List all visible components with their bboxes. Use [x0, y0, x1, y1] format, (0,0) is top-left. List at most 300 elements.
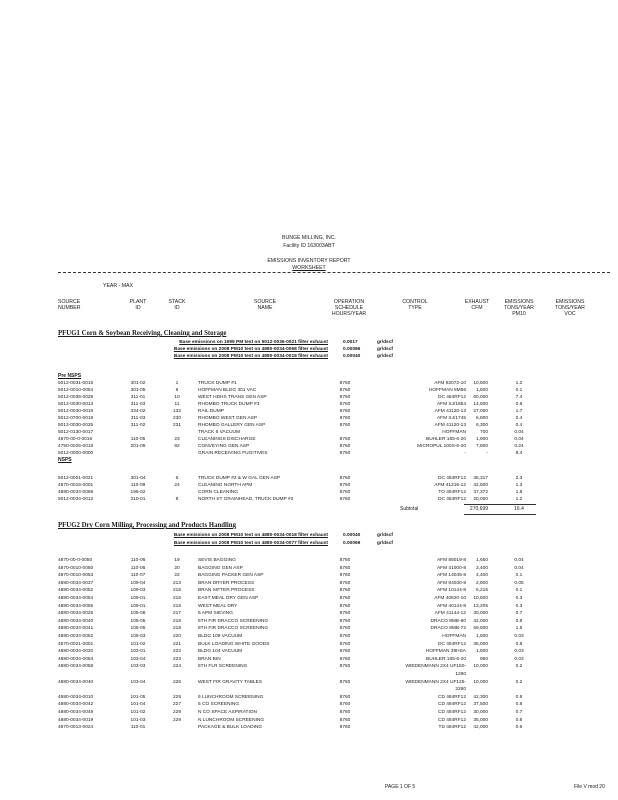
exhaust-cfm: 42,000 — [473, 618, 488, 624]
table-row — [0, 724, 618, 731]
table-row — [0, 422, 618, 429]
stack-id: 9 — [175, 388, 179, 393]
source-number: 4880-0034-0041 — [58, 626, 94, 632]
plant-id: 201-06 — [130, 444, 146, 449]
pm10-emissions: 0.9 — [515, 725, 523, 731]
stack-id: 220 — [172, 634, 181, 639]
operation-hours: 8760 — [339, 618, 351, 624]
source-name: EAST MEAL DRY GEN ASP — [198, 596, 259, 601]
pm10-emissions: 0.1 — [515, 388, 523, 393]
table-row — [0, 394, 618, 401]
plant-id: 301-05 — [130, 388, 146, 393]
pm10-emissions: 0.24 — [514, 444, 524, 449]
exhaust-cfm: 37,500 — [473, 702, 488, 708]
pm10-emissions: 0.03 — [514, 634, 524, 639]
page-number: PAGE 1 OF 5 — [385, 784, 416, 790]
source-number: 4880-0034-0019 — [58, 717, 94, 723]
pm10-emissions: 0.9 — [515, 402, 523, 407]
table-row — [0, 603, 618, 610]
basis-unit: gr/dscf — [377, 354, 393, 359]
source-name: PACKAGE & BULK LOADING — [198, 725, 263, 731]
plant-id: 109-01 — [130, 603, 146, 609]
table-row — [0, 436, 618, 443]
source-name: TRACK 6 VACUUM — [198, 430, 241, 435]
control-type: AFM 85019-8 — [436, 558, 466, 563]
table-row — [0, 625, 618, 632]
exhaust-cfm: 1,500 — [475, 388, 488, 393]
report-title: EMISSIONS INVENTORY REPORT — [267, 258, 351, 264]
exhaust-cfm: 27,000 — [473, 409, 488, 414]
source-number: 5012-0034-0012 — [58, 497, 94, 502]
source-name: BRAN SIFTER PROCESS — [198, 588, 255, 594]
source-name: SEVIS BAGGING — [198, 558, 236, 563]
stack-id: 24 — [174, 483, 180, 488]
operation-hours: 8760 — [339, 702, 351, 708]
source-number: 4880-0034-0037 — [58, 580, 94, 586]
operation-hours: 8760 — [339, 402, 351, 407]
operation-hours: 8760 — [339, 451, 351, 456]
control-type: BUHLER 165-6-20 — [426, 437, 466, 442]
pm10-emissions: 0.8 — [515, 702, 523, 708]
operation-hours: 8760 — [339, 634, 351, 639]
pm10-emissions: 1.2 — [515, 381, 523, 386]
table-row — [0, 641, 618, 648]
source-number: 4880-0034-0040 — [58, 679, 94, 685]
col-source-name: SOURCE NAME — [253, 299, 277, 312]
operation-hours: 8760 — [339, 437, 351, 442]
basis-line: Base emissions on 2008 PM10 test on 4880-0034-0068 filter exhaust — [173, 347, 328, 352]
exhaust-cfm: 30,000 — [473, 611, 488, 617]
plant-id: 103-04 — [130, 679, 146, 685]
stack-id: 222 — [172, 649, 181, 655]
plant-id: 103-04 — [130, 656, 146, 662]
operation-hours: 8760 — [339, 717, 351, 723]
source-name: 5 APM SIEVING — [198, 611, 233, 617]
table-row — [0, 380, 618, 387]
stack-id: 218 — [172, 603, 181, 609]
stack-id: 10 — [174, 395, 180, 400]
col-exhaust: EXHAUST CFM — [464, 299, 490, 312]
pm10-emissions: 0.05 — [514, 580, 524, 586]
source-number: 4880-0034-0055 — [58, 603, 94, 609]
basis-factor: 0.00040 — [343, 354, 361, 359]
source-name: BRAN BIN — [198, 656, 221, 662]
control-type: DC 484RF12 — [438, 497, 466, 502]
stack-id: 213 — [172, 580, 181, 586]
stack-id: 228 — [172, 694, 181, 700]
control-type: CD 484RF12 — [438, 702, 466, 708]
plant-id: 105-03 — [130, 634, 146, 639]
operation-hours: 8760 — [339, 588, 351, 594]
table-row — [0, 415, 618, 422]
control-type: AFM 40820-10 — [434, 596, 466, 601]
pm10-emissions: 0.02 — [514, 656, 524, 662]
operation-hours: 8760 — [339, 626, 351, 632]
pm10-emissions: 1.8 — [515, 490, 523, 495]
control-type: HOFFMAN 39HSA — [425, 649, 466, 655]
basis-unit: gr/dscf — [377, 541, 393, 546]
exhaust-cfm: 42,000 — [473, 725, 488, 731]
table-row — [0, 663, 618, 670]
source-name: 6TH FIR DRACCO SCREENING — [198, 626, 269, 632]
pm10-emissions: 0.7 — [515, 611, 523, 617]
subtotal-pm: 16.4 — [514, 506, 524, 512]
stack-id: 223 — [172, 656, 181, 662]
stack-id: 219 — [172, 626, 181, 632]
source-name: BAGGING PACKER GEN ASP — [198, 573, 264, 579]
subtotal-label: Subtotal — [400, 506, 419, 512]
source-number: 4880-0034-0020 — [58, 649, 94, 655]
pm10-emissions: 0.3 — [515, 603, 523, 609]
operation-hours: 8760 — [339, 611, 351, 617]
stack-id: 221 — [172, 641, 181, 647]
pm10-emissions: 0.2 — [515, 664, 523, 670]
exhaust-cfm: 7,800 — [475, 444, 488, 449]
source-number: 5012-0031-0015 — [58, 381, 94, 386]
table-row — [0, 679, 618, 686]
source-name: TRUCK DUMP #1 — [198, 381, 237, 386]
operation-hours: 8760 — [339, 423, 351, 428]
source-number: 4880-0034-0049 — [58, 710, 94, 715]
file-reference: File V mod 20 — [574, 784, 605, 790]
plant-id: 110-07 — [130, 573, 146, 579]
operation-hours: 8760 — [339, 664, 351, 670]
col-control: CONTROL TYPE — [402, 299, 428, 312]
basis-line: Base emissions on 2008 PM10 test on 4880-0034-0077 filter exhaust — [173, 541, 328, 546]
control-type: DC 484RF12 — [438, 395, 466, 400]
control-type: TO 484RF12 — [438, 490, 466, 495]
pm10-emissions: 0.3 — [515, 596, 523, 601]
source-name: CONVEYING GEN ASP — [198, 444, 250, 449]
header-rule — [58, 272, 610, 273]
exhaust-cfm: 6,300 — [475, 423, 488, 428]
table-row — [0, 580, 618, 587]
table-row — [0, 482, 618, 489]
source-number: 4870-00-0-0016 — [58, 437, 93, 442]
plant-id: 109-01 — [130, 596, 146, 601]
source-name: RHOMBO WEST GEN ASP — [198, 416, 258, 421]
control-type: AFM SJ/1854 — [436, 402, 466, 407]
pm10-emissions: 0.8 — [515, 641, 523, 647]
plant-id: 311-01 — [130, 395, 146, 400]
source-number: 4880-0034-0025 — [58, 611, 94, 617]
exhaust-cfm: 1,500 — [475, 649, 488, 655]
table-row — [0, 701, 618, 708]
plant-id: 101-03 — [130, 717, 146, 723]
source-name: N CO SPACE ASPIRATION — [198, 710, 257, 715]
operation-hours: 8760 — [339, 679, 351, 685]
control-type: AFM 10144-8 — [436, 588, 466, 594]
operation-hours: 8760 — [339, 381, 351, 386]
basis-factor: 0.00069 — [343, 541, 361, 546]
pm10-emissions: 0.04 — [514, 558, 524, 563]
operation-hours: 8760 — [339, 483, 351, 488]
control-type: DRACO 8MB-80 — [430, 618, 466, 624]
pm10-emissions: 2.3 — [515, 476, 523, 481]
control-type: HOFFMAN 8M56 — [428, 388, 466, 393]
stack-id: 1 — [175, 381, 179, 386]
operation-hours: 8760 — [339, 573, 351, 579]
table-row — [0, 475, 618, 482]
operation-hours: 8760 — [339, 444, 351, 449]
group-label: Pre NSPS — [58, 373, 82, 379]
pm10-emissions: 1.3 — [515, 483, 523, 488]
source-number: 5012-0700-0019 — [58, 416, 94, 421]
table-row — [0, 633, 618, 640]
source-name: RHOMBO GALLERY GEN ASP — [198, 423, 266, 428]
exhaust-cfm: 10,500 — [473, 381, 488, 386]
plant-id: 301-04 — [130, 476, 146, 481]
source-name: BAGGING GEN ASP — [198, 565, 243, 571]
source-name: CLEANINGS DISCHARGE — [198, 437, 256, 442]
source-name: WEST HDHS TRANS GEN ASP — [198, 395, 267, 400]
table-row — [0, 408, 618, 415]
exhaust-cfm: 35,000 — [473, 717, 488, 723]
basis-unit: gr/dscf — [377, 347, 393, 352]
basis-factor: 0.0017 — [343, 340, 358, 345]
exhaust-cfm: 37,372 — [473, 490, 488, 495]
source-number: 5012-0035-0029 — [58, 395, 94, 400]
control-type: WIEDENMANN 2X4 UF150- — [405, 664, 466, 670]
basis-unit: gr/dscf — [377, 533, 393, 538]
col-voc: EMISSIONS TONS/YEAR VOC — [555, 299, 585, 318]
exhaust-cfm: 3,400 — [475, 565, 488, 571]
control-type: AFM 14045-8 — [436, 573, 466, 579]
source-name: 5 LUNCHROOM SCREENING — [198, 694, 264, 700]
stack-id: 6 — [175, 476, 179, 481]
stack-id: 226 — [172, 679, 181, 685]
source-number: 4870-0013-0024 — [58, 725, 94, 731]
col-schedule: OPERATION SCHEDULE HOURS/YEAR — [331, 299, 367, 318]
exhaust-cfm: 960 — [479, 656, 488, 662]
control-type: DRACO 8MB-72 — [430, 626, 466, 632]
table-row — [0, 387, 618, 394]
stack-id: 231 — [172, 423, 181, 428]
source-number: 4880-0034-0052 — [58, 634, 94, 639]
control-type: WIEDENMANN 2X4 UF125- — [405, 679, 466, 685]
plant-id: 105-05 — [130, 626, 146, 632]
col-plant: PLANT ID — [129, 299, 147, 312]
control-type: MICROPUL 100S-6-20 — [417, 444, 466, 449]
basis-factor: 0.00086 — [343, 347, 361, 352]
source-name: BLDG 109 VACUUM — [198, 634, 243, 639]
source-number: 4870-00-0-0050 — [58, 558, 93, 563]
source-number: 4880-0034-0040 — [58, 618, 94, 624]
table-row — [0, 557, 618, 564]
operation-hours: 8760 — [339, 416, 351, 421]
source-name: CLEANING NORTH APM — [198, 483, 253, 488]
year-label: YEAR - MAX — [103, 283, 133, 289]
pm10-emissions: 1.2 — [515, 497, 523, 502]
table-row — [0, 443, 618, 450]
pm10-emissions: 0.1 — [515, 573, 523, 579]
table-row — [0, 648, 618, 655]
table-row — [0, 565, 618, 572]
exhaust-cfm: 30,000 — [473, 710, 488, 715]
worksheet-label: WORKSHEET — [292, 265, 326, 271]
control-type: AFM 41144-12 — [434, 611, 466, 617]
source-number: 4870-0010-0053 — [58, 573, 94, 579]
pm10-emissions: 8.4 — [515, 451, 523, 456]
source-name: TRUCK DUMP #2 & W GAL GEN ASP — [198, 476, 281, 481]
control-type: CD 484RF12 — [438, 717, 466, 723]
source-name: 5 CO SCREENING — [198, 702, 240, 708]
exhaust-cfm: 42,300 — [473, 694, 488, 700]
plant-id: 334-02 — [130, 409, 146, 414]
pm10-emissions: 1.5 — [515, 626, 523, 632]
source-name: 5TH FIR DRACCO SCREENING — [198, 618, 269, 624]
exhaust-cfm: 10,000 — [473, 679, 488, 685]
table-row — [0, 401, 618, 408]
plant-id: 101-02 — [130, 710, 146, 715]
operation-hours: 8760 — [339, 694, 351, 700]
stack-id: 229 — [172, 717, 181, 723]
basis-line: Base emissions on 2008 PM10 test on 4880-0034-0018 filter exhaust — [173, 533, 328, 538]
pm10-emissions: 0.8 — [515, 717, 523, 723]
source-name: WEST MEAL DRY — [198, 603, 238, 609]
plant-id: 310-01 — [130, 497, 146, 502]
stack-id: 22 — [174, 573, 180, 579]
stack-id: 218 — [172, 618, 181, 624]
source-name: BRAN DRYER PROCESS — [198, 580, 255, 586]
source-number: 4870-0021-0001 — [58, 641, 94, 647]
source-number: 4880-0034-0010 — [58, 694, 94, 700]
stack-id: 11 — [174, 402, 180, 407]
pm10-emissions: 1.7 — [515, 409, 523, 414]
stack-id: 230 — [172, 416, 181, 421]
control-type: 2260 — [455, 687, 466, 693]
table-row — [0, 610, 618, 617]
stack-id: 215 — [172, 588, 181, 594]
table-row — [0, 671, 618, 678]
table-row — [0, 489, 618, 496]
pm10-emissions: 7.4 — [515, 395, 523, 400]
source-name: HOFFMAN BLDG 301 VAC — [198, 388, 257, 393]
source-number: 4880-0034-0058 — [58, 664, 94, 670]
basis-line: Base emissions on 2008 PM10 test on 4880-0034-0018 filter exhaust — [173, 354, 328, 359]
plant-id: 311-03 — [130, 402, 146, 407]
control-type: AFM 41120-13 — [434, 409, 466, 414]
exhaust-cfm: 36,317 — [473, 476, 488, 481]
source-number: 4880-0034-0054 — [58, 656, 94, 662]
operation-hours: 8760 — [339, 641, 351, 647]
plant-id: 311-03 — [130, 416, 146, 421]
group-label: NSPS — [58, 457, 72, 463]
control-type: 1280 — [455, 672, 466, 677]
source-name: GRAIN RECEIVING FUGITIVES — [198, 451, 268, 456]
operation-hours: 8760 — [339, 558, 351, 563]
pm10-emissions: 0.04 — [514, 565, 524, 571]
pm10-emissions: 0.8 — [515, 694, 523, 700]
exhaust-cfm: 700 — [479, 430, 488, 435]
stack-id: 227 — [172, 702, 181, 708]
subtotal-rule — [464, 504, 536, 505]
source-name: RAIL DUMP — [198, 409, 224, 414]
basis-unit: gr/dscf — [377, 340, 393, 345]
operation-hours: 8760 — [339, 497, 351, 502]
stack-id: 132 — [172, 409, 181, 414]
table-row — [0, 709, 618, 716]
source-number: 4880-0034-0054 — [58, 596, 94, 601]
control-type: BUHLER 165-6-20 — [426, 656, 466, 662]
stack-id: 92 — [174, 444, 180, 449]
control-type: AFM SJ/1745 — [436, 416, 466, 421]
source-number: 4870-0010-0050 — [58, 565, 94, 571]
subtotal-rule — [464, 514, 536, 515]
exhaust-cfm: 60,000 — [473, 395, 488, 400]
control-type: AFM 41000-8 — [436, 565, 466, 571]
source-name: NORTH ST GRAINHEAD, TRUCK DUMP #2 — [198, 497, 294, 502]
plant-id: 109-03 — [130, 588, 146, 594]
source-name: WEST FIR GRAVITY TABLES — [198, 679, 263, 685]
exhaust-cfm: 1,900 — [475, 437, 488, 442]
operation-hours: 8760 — [339, 649, 351, 655]
plant-id: 101-05 — [130, 694, 146, 700]
operation-hours: 8760 — [339, 395, 351, 400]
operation-hours: 8760 — [339, 580, 351, 586]
source-number: 4880-0034-0052 — [58, 588, 94, 594]
plant-id: 195-02 — [130, 490, 146, 495]
plant-id: 110-01 — [130, 725, 146, 731]
source-name: CORN CLEANING — [198, 490, 238, 495]
source-number: 4880-0034-0042 — [58, 702, 94, 708]
source-name: BLDG 104 VACUUM — [198, 649, 243, 655]
operation-hours: 8760 — [339, 409, 351, 414]
subtotal-cfm: 270,699 — [469, 506, 488, 512]
control-type: CD 484RF12 — [438, 694, 466, 700]
exhaust-cfm: - — [486, 451, 488, 456]
stack-id: 216 — [172, 596, 181, 601]
company-name: BUNGE MILLING, INC. — [282, 235, 336, 241]
plant-id: 105-08 — [130, 611, 146, 617]
plant-id: 110-06 — [130, 565, 146, 571]
pm10-emissions: 0.8 — [515, 618, 523, 624]
pm10-emissions: 0.7 — [515, 710, 523, 715]
table-row — [0, 429, 618, 436]
operation-hours: 8760 — [339, 490, 351, 495]
exhaust-cfm: 2,800 — [475, 580, 488, 586]
source-number: 4880-0034-0069 — [58, 490, 94, 495]
source-number: 5012-0030-0019 — [58, 409, 94, 414]
section-title: PFUG1 Corn & Soybean Receiving, Cleaning and Storage — [58, 330, 227, 337]
exhaust-cfm: 10,500 — [473, 596, 488, 601]
control-type: TD 484RF12 — [438, 725, 466, 731]
pm10-emissions: 0.1 — [515, 588, 523, 594]
exhaust-cfm: 59,500 — [473, 626, 488, 632]
operation-hours: 8760 — [339, 710, 351, 715]
control-type: - — [464, 451, 466, 456]
exhaust-cfm: 4,400 — [475, 573, 488, 579]
control-type: AFM 40144-8 — [436, 603, 466, 609]
table-row — [0, 694, 618, 701]
control-type: DC 484RF12 — [438, 641, 466, 647]
operation-hours: 8760 — [339, 388, 351, 393]
exhaust-cfm: 13,205 — [473, 603, 488, 609]
plant-id: 301-02 — [130, 381, 146, 386]
plant-id: 110-06 — [130, 558, 146, 563]
pm10-emissions: 0.2 — [515, 679, 523, 685]
stack-id: 8 — [175, 497, 179, 502]
operation-hours: 8760 — [339, 565, 351, 571]
source-number: 5012-0010-0054 — [58, 388, 94, 393]
col-stack: STACK ID — [168, 299, 186, 312]
pm10-emissions: 0.03 — [514, 649, 524, 655]
basis-line: Base emissions on 1999 PM test on 5012-0036-0021 filter exhaust — [179, 340, 328, 345]
stack-id: 19 — [174, 558, 180, 563]
source-number: 5012-0030-0013 — [58, 402, 94, 407]
exhaust-cfm: 1,650 — [475, 558, 488, 563]
facility-id: Facility ID 163003ABT — [283, 243, 335, 249]
